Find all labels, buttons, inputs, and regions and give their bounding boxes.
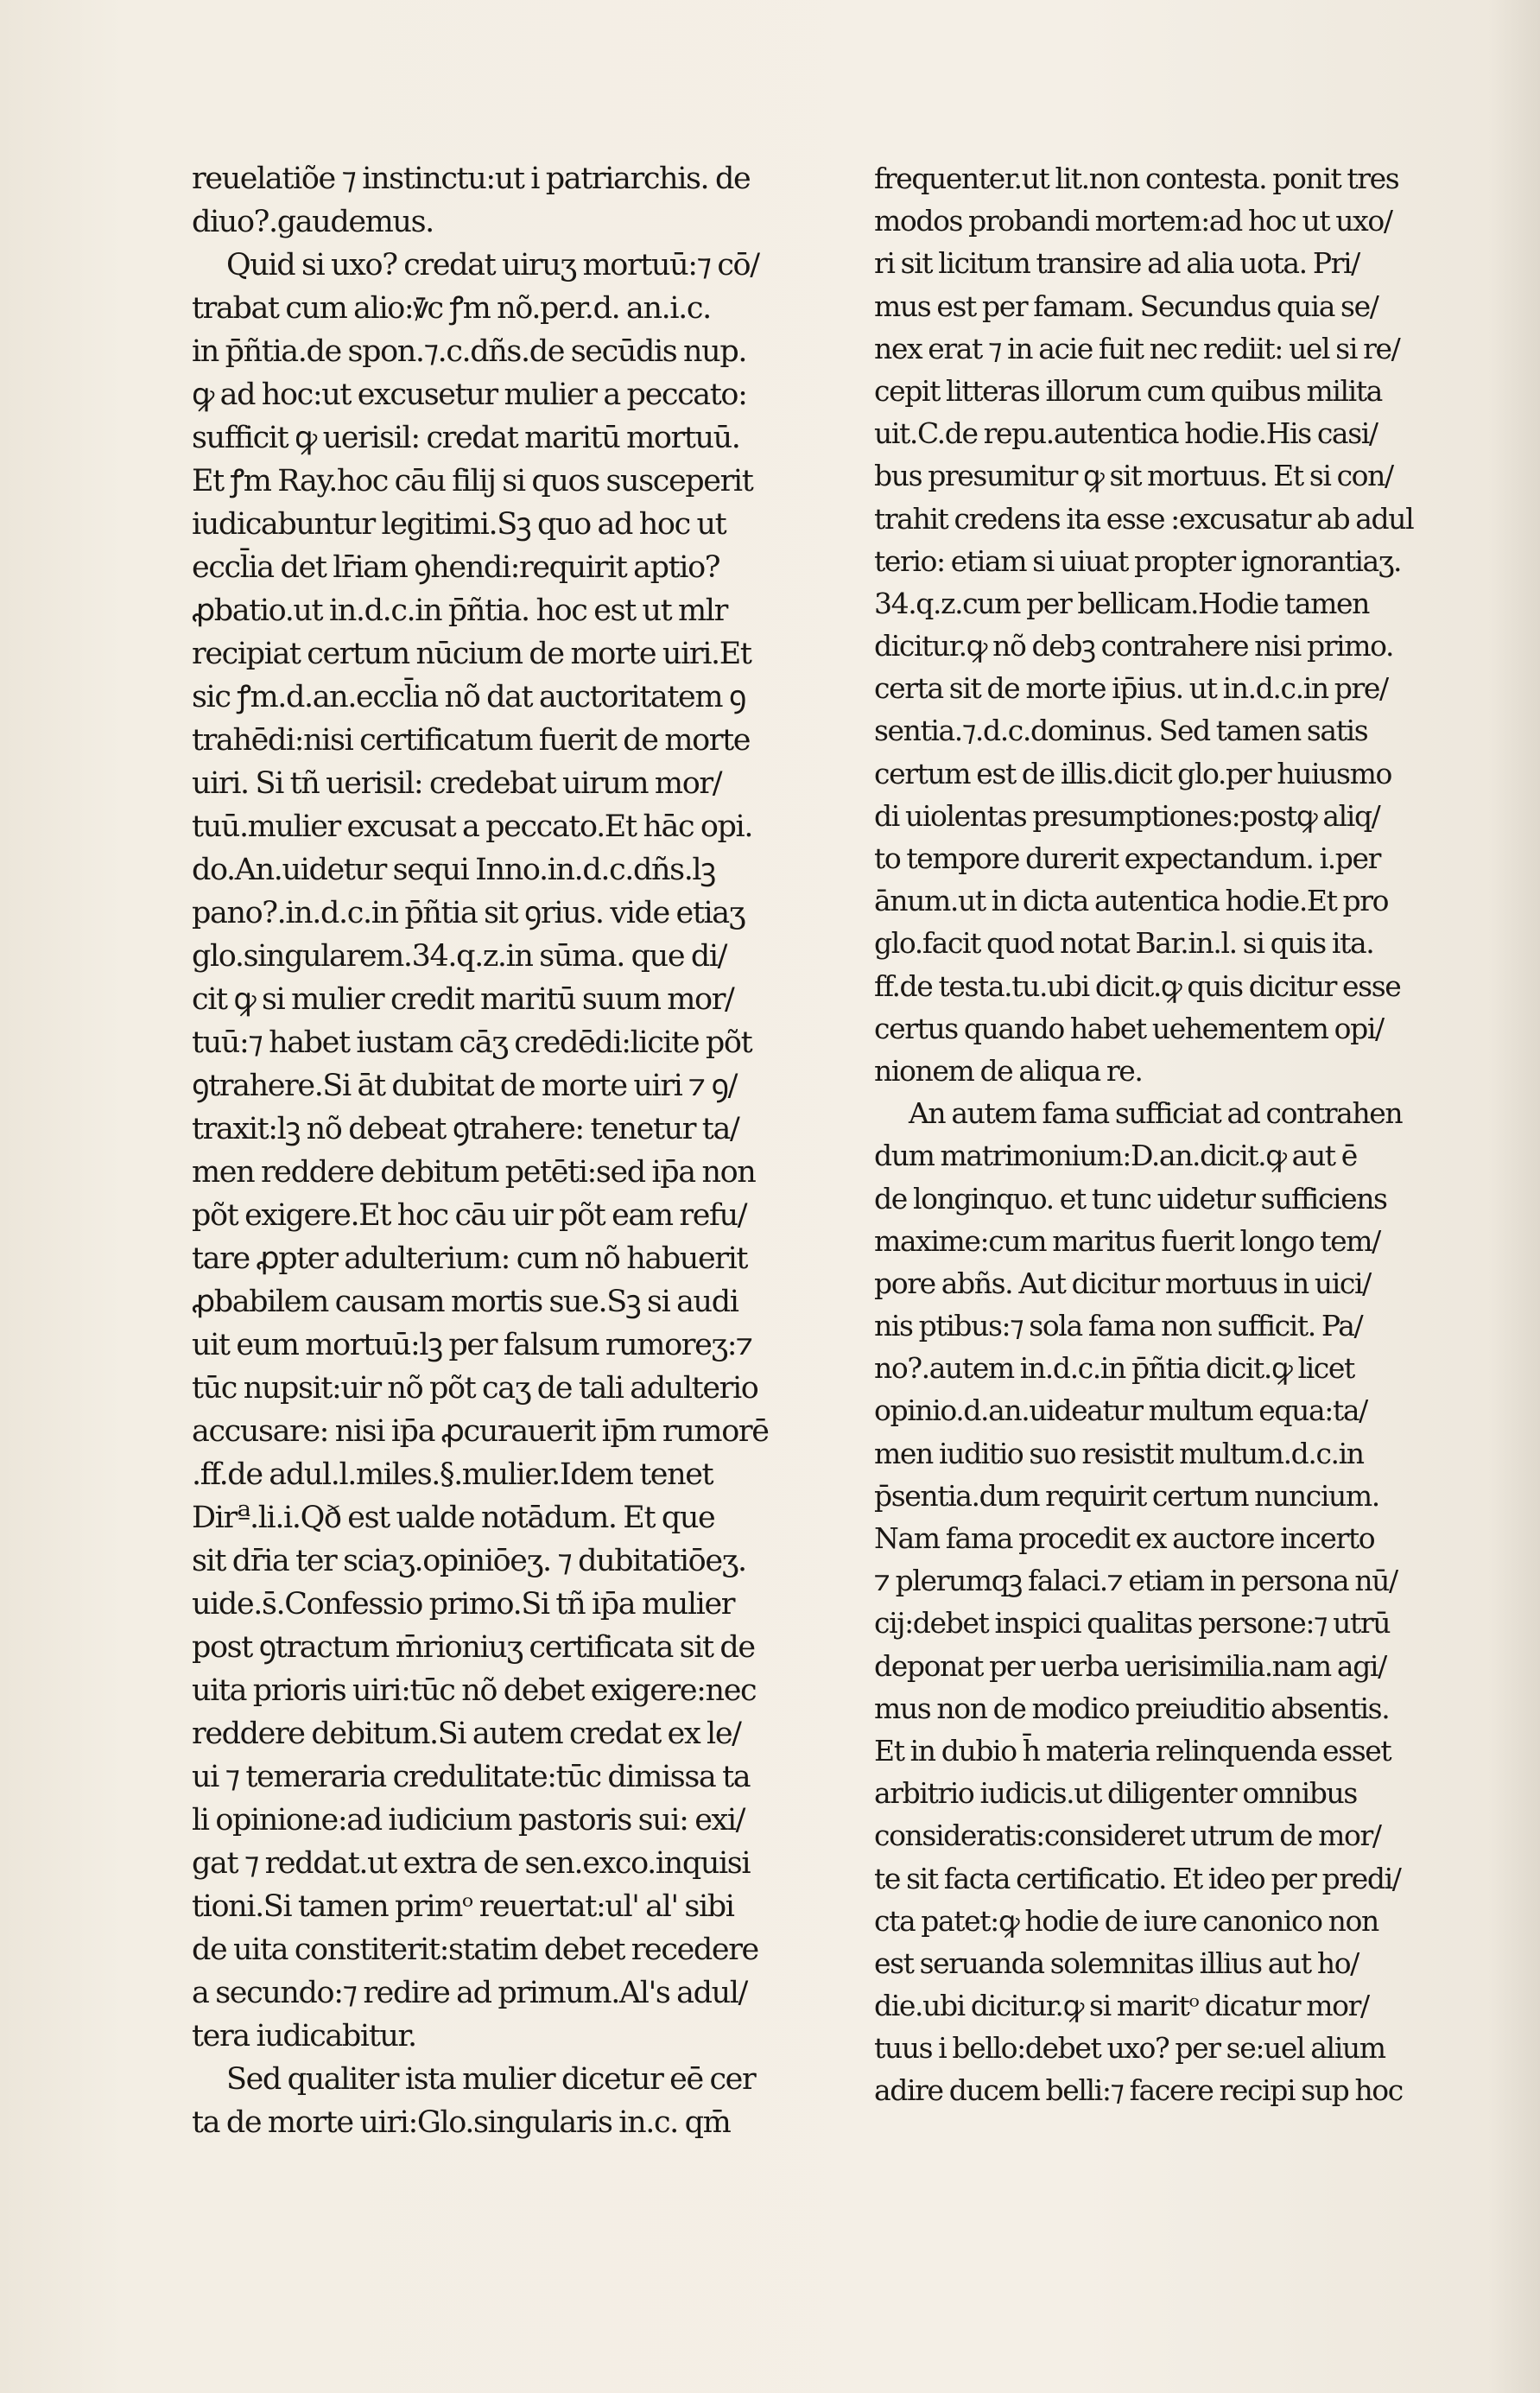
text-line: di uiolentas presumptiones:postꝙ aliq/	[874, 798, 1380, 833]
text-line: reuelatiõe ⁊ instinctu:ut i patriarchis. de	[192, 162, 751, 196]
text-line: do.An.uidetur sequi Inno.in.d.c.dñs.lꝫ	[192, 853, 715, 887]
text-line: nionem de aliqua re.	[874, 1053, 1143, 1088]
text-line: men iuditio suo resistit multum.d.c.in	[874, 1436, 1364, 1470]
text-line: modos probandi mortem:ad hoc ut uxo/	[874, 204, 1392, 238]
text-line: dicitur.ꝙ nõ debꝫ contrahere nisi primo.	[874, 629, 1394, 663]
text-line: ānum.ut in dicta autentica hodie.Et pro	[874, 884, 1389, 918]
text-line: nis ptibus:⁊ sola fama non sufficit. Pa/	[874, 1309, 1363, 1343]
text-line: Quid si uxo? credat uiruʒ mortuū:⁊ cō/	[226, 248, 759, 282]
text-line: ta de morte uiri:Glo.singularis in.c. qm̄	[192, 2105, 731, 2140]
text-line: deponat per uerba uerisimilia.nam agi/	[874, 1648, 1386, 1683]
text-line: tuus i bello:debet uxo? per se:uel alium	[874, 2031, 1385, 2066]
text-line: men reddere debitum petēti:sed ip̄a non	[192, 1155, 756, 1190]
text-line: diuo?.gaudemus.	[192, 205, 434, 239]
text-line: terio: etiam si uiuat propter ignorantiaʒ.	[874, 543, 1402, 578]
text-line: uit.C.de repu.autentica hodie.His casi/	[874, 416, 1378, 451]
text-line: trahit credens ita esse :excusatur ab adul	[874, 501, 1414, 536]
text-line: reddere debitum.Si autem credat ex le/	[192, 1717, 741, 1751]
text-line: p̄sentia.dum requirit certum nuncium.	[874, 1478, 1379, 1513]
text-line: ff.de testa.tu.ubi dicit.ꝙ quis dicitur esse	[874, 968, 1401, 1003]
text-line: die.ubi dicitur.ꝙ si maritᵒ dicatur mor/	[874, 1989, 1369, 2023]
text-line: tioni.Si tamen primᵒ reuertat:ul' al' sibi	[192, 1889, 734, 1924]
text-line: cit ꝙ si mulier credit maritū suum mor/	[192, 982, 734, 1017]
left-text-column	[192, 157, 831, 2144]
text-line: tuū:⁊ habet iustam cāʒ credēdi:licite põt	[192, 1025, 752, 1060]
text-line: uit eum mortuū:lꝫ per falsum rumoreʒ:⁊	[192, 1328, 752, 1362]
text-line: de uita constiterit:statim debet recedere	[192, 1933, 758, 1967]
page-edge-shadow	[1488, 0, 1540, 2393]
text-line: Nam fama procedit ex auctore incerto	[874, 1521, 1375, 1555]
text-line: consideratis:consideret utrum de mor/	[874, 1819, 1381, 1853]
text-line: certa sit de morte ip̄ius. ut in.d.c.in pre/	[874, 671, 1388, 706]
text-line: glo.facit quod notat Bar.in.l. si quis ita.	[874, 926, 1374, 961]
text-line: trabat cum alio:ꝟ̄c ꝭm nõ.per.d. an.i.c.	[192, 291, 711, 326]
text-line: põt exigere.Et hoc cāu uir põt eam refu/	[192, 1198, 747, 1233]
text-line: adire ducem belli:⁊ facere recipi sup hoc	[874, 2073, 1403, 2108]
text-line: cepit litteras illorum cum quibus milita	[874, 373, 1382, 408]
text-line: uita prioris uiri:tūc nõ debet exigere:nec	[192, 1673, 757, 1708]
text-line: maxime:cum maritus fuerit longo tem/	[874, 1223, 1380, 1258]
text-line: uide.s̄.Confessio primo.Si tñ ip̄a mulier	[192, 1587, 735, 1622]
text-line: dum matrimonium:D.an.dicit.ꝙ aut ē	[874, 1139, 1357, 1173]
text-line: An autem fama sufficiat ad contrahen	[909, 1096, 1403, 1131]
text-line: traxit:lꝫ nõ debeat ꝯtrahere: tenetur ta/	[192, 1112, 739, 1146]
text-line: certus quando habet uehementem opi/	[874, 1011, 1384, 1045]
text-line: cij:debet inspici qualitas persone:⁊ utrū	[874, 1606, 1391, 1641]
text-line: Sed qualiter ista mulier dicetur eē cer	[226, 2062, 756, 2097]
text-line: pore abñs. Aut dicitur mortuus in uici/	[874, 1266, 1371, 1300]
text-line: mus non de modico preiuditio absentis.	[874, 1691, 1390, 1725]
text-line: sentia.⁊.d.c.dominus. Sed tamen satis	[874, 714, 1368, 748]
text-line: tare ꝓpter adulterium: cum nõ habuerit	[192, 1241, 748, 1276]
text-line: accusare: nisi ip̄a ꝓcurauerit ip̄m rumorē	[192, 1414, 769, 1449]
text-line: 34.q.z.cum per bellicam.Hodie tamen	[874, 586, 1370, 620]
text-line: opinio.d.an.uideatur multum equa:ta/	[874, 1393, 1367, 1428]
text-line: post ꝯtractum m̄rioniuʒ certificata sit de	[192, 1630, 755, 1665]
text-line: in p̄ñtia.de spon.⁊.c.dñs.de secūdis nup.	[192, 334, 747, 369]
text-line: te sit facta certificatio. Et ideo per predi/	[874, 1861, 1401, 1895]
text-line: recipiat certum nūcium de morte uiri.Et	[192, 637, 751, 671]
text-line: a secundo:⁊ redire ad primum.Al's adul/	[192, 1976, 747, 2010]
text-line: .ff.de adul.l.miles.§.mulier.Idem tenet	[192, 1457, 713, 1492]
text-line: eccl̄ia det lr̄iam ꝯhendi:requirit aptio?	[192, 550, 720, 585]
text-line: ui ⁊ temeraria credulitate:tūc dimissa ta	[192, 1760, 751, 1794]
text-line: ꝓbabilem causam mortis sue.Sꝫ si audi	[192, 1285, 738, 1319]
text-line: frequenter.ut lit.non contesta. ponit tres	[874, 162, 1399, 195]
text-line: est seruanda solemnitas illius aut ho/	[874, 1946, 1359, 1980]
text-line: de longinquo. et tunc uidetur sufficiens	[874, 1181, 1387, 1216]
text-line: ꝙ ad hoc:ut excusetur mulier a peccato:	[192, 378, 747, 412]
text-line: glo.singularem.34.q.z.in sūma. que di/	[192, 939, 727, 974]
text-line: no?.autem in.d.c.in p̄ñtia dicit.ꝙ licet	[874, 1351, 1354, 1386]
text-line: li opinione:ad iudicium pastoris sui: exi/	[192, 1803, 745, 1838]
text-line: tera iudicabitur.	[192, 2019, 416, 2053]
text-line: sic ꝭm.d.an.eccl̄ia nõ dat auctoritatem ꝯ	[192, 680, 745, 714]
right-text-column	[874, 157, 1479, 2112]
text-line: sit dr̄ia ter sciaʒ.opiniōeʒ. ⁊ dubitatiōeʒ.	[192, 1544, 746, 1578]
text-line: bus presumitur ꝙ sit mortuus. Et si con/	[874, 459, 1393, 493]
text-line: arbitrio iudicis.ut diligenter omnibus	[874, 1776, 1357, 1811]
text-line: Dirª.li.i.Qð est ualde notādum. Et que	[192, 1501, 715, 1535]
text-line: nex erat ⁊ in acie fuit nec rediit: uel si re/	[874, 331, 1400, 365]
text-line: certum est de illis.dicit glo.per huiusmo	[874, 756, 1391, 790]
text-line: ⁊ plerumqꝫ falaci.⁊ etiam in persona nū/	[874, 1564, 1397, 1598]
text-line: iudicabuntur legitimi.Sꝫ quo ad hoc ut	[192, 507, 726, 542]
text-line: mus est per famam. Secundus quia se/	[874, 289, 1378, 323]
text-line: to tempore durerit expectandum. i.per	[874, 841, 1381, 875]
text-line: ri sit licitum transire ad alia uota. Pri/	[874, 246, 1359, 281]
text-line: trahēdi:nisi certificatum fuerit de morte	[192, 723, 751, 758]
text-line: ꝯtrahere.Si āt dubitat de morte uiri ⁊ ꝯ/	[192, 1069, 738, 1103]
text-line: Et in dubio h̄ materia relinquenda esset	[874, 1733, 1391, 1768]
text-line: gat ⁊ reddat.ut extra de sen.exco.inquisi	[192, 1846, 751, 1881]
text-line: sufficit ꝙ uerisil: credat maritū mortuū.	[192, 421, 740, 455]
text-line: uiri. Si tñ uerisil: credebat uirum mor/	[192, 766, 722, 801]
text-line: pano?.in.d.c.in p̄ñtia sit ꝯrius. vide etiaʒ	[192, 896, 745, 930]
text-line: Et ꝭm Ray.hoc cāu filij si quos susceperit	[192, 464, 753, 498]
text-line: tūc nupsit:uir nõ põt caʒ de tali adulterio	[192, 1371, 758, 1406]
text-line: tuū.mulier excusat a peccato.Et hāc opi.	[192, 809, 753, 844]
text-line: ꝓbatio.ut in.d.c.in p̄ñtia. hoc est ut mlr	[192, 593, 727, 628]
text-line: cta patet:ꝙ hodie de iure canonico non	[874, 1903, 1378, 1938]
